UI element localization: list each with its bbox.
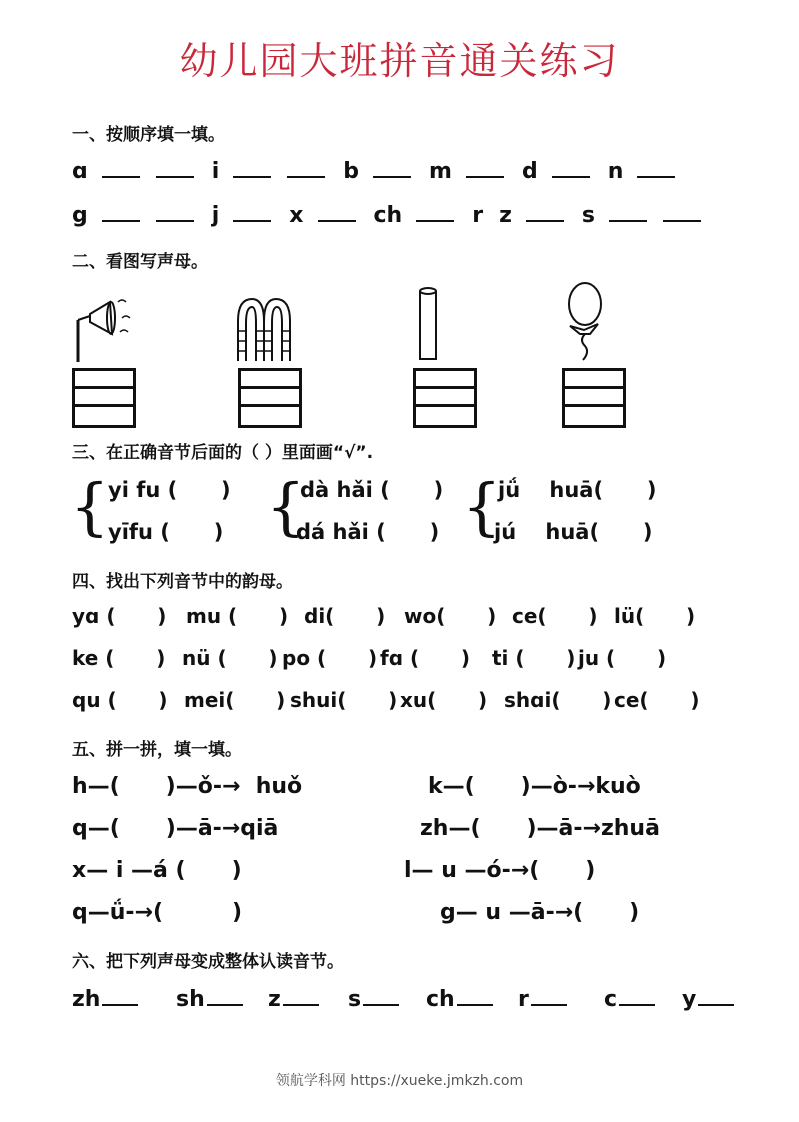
fill-blank[interactable] bbox=[619, 986, 655, 1006]
spell-item[interactable]: h—( )—ǒ-→ huǒ bbox=[72, 774, 303, 799]
fill-blank[interactable] bbox=[233, 202, 271, 222]
spell-item[interactable]: q—( )—ā-→qiā bbox=[72, 816, 279, 841]
initial-item: zh bbox=[72, 986, 138, 1012]
syllable-item[interactable]: fɑ ( ) bbox=[380, 646, 471, 670]
footer-watermark: 领航学科网 https://xueke.jmkzh.com bbox=[275, 1073, 524, 1089]
syllable-item[interactable]: ce( ) bbox=[614, 688, 700, 712]
spell-item[interactable]: zh—( )—ā-→zhuā bbox=[420, 816, 660, 841]
letter: s bbox=[581, 203, 595, 228]
section-2-heading: 二、看图写声母。 bbox=[72, 252, 208, 272]
spell-item[interactable]: k—( )—ò-→kuò bbox=[428, 774, 641, 799]
section-3-heading: 三、在正确音节后面的（ ）里面画“√”. bbox=[72, 443, 374, 463]
initial-item: z bbox=[268, 986, 319, 1012]
fill-blank[interactable] bbox=[283, 986, 319, 1006]
answer-box[interactable] bbox=[562, 368, 626, 428]
fill-blank[interactable] bbox=[457, 986, 493, 1006]
syllable-item[interactable]: nü ( ) bbox=[182, 646, 278, 670]
letter: i bbox=[211, 159, 220, 184]
page-title: 幼儿园大班拼音通关练习 bbox=[179, 39, 620, 83]
fill-blank[interactable] bbox=[102, 202, 140, 222]
syllable-item[interactable]: shɑi( ) bbox=[504, 688, 612, 712]
fill-blank[interactable] bbox=[373, 158, 411, 178]
initial-item: ch bbox=[426, 986, 493, 1012]
fill-blank[interactable] bbox=[102, 158, 140, 178]
syllable-item[interactable]: qu ( ) bbox=[72, 688, 168, 712]
initial-item: s bbox=[348, 986, 399, 1012]
syllable-item[interactable]: wo( ) bbox=[404, 604, 497, 628]
fill-blank[interactable] bbox=[466, 158, 504, 178]
answer-box[interactable] bbox=[413, 368, 477, 428]
letter: ɑ bbox=[72, 159, 88, 184]
letter: x bbox=[289, 203, 304, 228]
syllable-item[interactable]: ti ( ) bbox=[492, 646, 576, 670]
letter: m bbox=[429, 159, 452, 184]
syllable-item[interactable]: ce( ) bbox=[512, 604, 598, 628]
fill-blank[interactable] bbox=[156, 202, 194, 222]
spell-item[interactable]: g— u —ā-→( ) bbox=[440, 900, 640, 925]
letter: j bbox=[211, 203, 220, 228]
syllable-item[interactable]: ke ( ) bbox=[72, 646, 166, 670]
syllable-item[interactable]: mu ( ) bbox=[186, 604, 289, 628]
section-6-heading: 六、把下列声母变成整体认读音节。 bbox=[72, 952, 344, 972]
fill-blank[interactable] bbox=[637, 158, 675, 178]
answer-box[interactable] bbox=[72, 368, 136, 428]
fill-blank[interactable] bbox=[233, 158, 271, 178]
letter: b bbox=[343, 159, 360, 184]
syllable-item[interactable]: ju ( ) bbox=[578, 646, 667, 670]
brace: { bbox=[266, 470, 306, 543]
initial-item: r bbox=[518, 986, 567, 1012]
fill-blank[interactable] bbox=[552, 158, 590, 178]
letter: ch bbox=[373, 203, 403, 228]
letter: n bbox=[607, 159, 624, 184]
balloon-icon bbox=[560, 280, 610, 364]
fill-blank[interactable] bbox=[698, 986, 734, 1006]
s1-row1 bbox=[72, 158, 693, 184]
fill-blank[interactable] bbox=[102, 986, 138, 1006]
fill-blank[interactable] bbox=[287, 158, 325, 178]
syllable-item[interactable]: po ( ) bbox=[282, 646, 378, 670]
initial-item: c bbox=[604, 986, 655, 1012]
initial-item: y bbox=[682, 986, 734, 1012]
fill-blank[interactable] bbox=[526, 202, 564, 222]
fill-blank[interactable] bbox=[531, 986, 567, 1006]
fill-blank[interactable] bbox=[609, 202, 647, 222]
letter: d bbox=[521, 159, 538, 184]
loudspeaker-icon bbox=[68, 290, 138, 365]
syllable-option[interactable]: yi fu ( ) bbox=[108, 478, 231, 502]
brace: { bbox=[462, 470, 502, 543]
syllable-option[interactable]: jǘ huā( ) bbox=[498, 478, 657, 502]
syllable-item[interactable]: lü( ) bbox=[614, 604, 696, 628]
pole-icon bbox=[414, 285, 444, 363]
arch-icon bbox=[232, 295, 296, 363]
answer-box[interactable] bbox=[238, 368, 302, 428]
letter: g bbox=[72, 203, 88, 228]
syllable-item[interactable]: xu( ) bbox=[400, 688, 488, 712]
syllable-item[interactable]: mei( ) bbox=[184, 688, 286, 712]
fill-blank[interactable] bbox=[663, 202, 701, 222]
fill-blank[interactable] bbox=[207, 986, 243, 1006]
spell-item[interactable]: q—ǘ-→( ) bbox=[72, 900, 243, 925]
fill-blank[interactable] bbox=[363, 986, 399, 1006]
section-5-heading: 五、拼一拼，填一填。 bbox=[72, 740, 242, 760]
spell-item[interactable]: l— u —ó-→( ) bbox=[404, 858, 596, 883]
fill-blank[interactable] bbox=[156, 158, 194, 178]
syllable-option[interactable]: yīfu ( ) bbox=[108, 520, 224, 544]
fill-blank[interactable] bbox=[318, 202, 356, 222]
syllable-option[interactable]: jú huā( ) bbox=[494, 520, 653, 544]
section-4-heading: 四、找出下列音节中的韵母。 bbox=[72, 572, 293, 592]
section-1-heading: 一、按顺序填一填。 bbox=[72, 125, 225, 145]
syllable-option[interactable]: dá hǎi ( ) bbox=[296, 520, 440, 544]
s1-row2 bbox=[72, 202, 719, 228]
initial-item: sh bbox=[176, 986, 243, 1012]
fill-blank[interactable] bbox=[416, 202, 454, 222]
syllable-option[interactable]: dà hǎi ( ) bbox=[300, 478, 444, 502]
brace: { bbox=[70, 470, 110, 543]
letter: z bbox=[499, 203, 512, 228]
syllable-item[interactable]: shui( ) bbox=[290, 688, 398, 712]
letter: r bbox=[472, 203, 484, 228]
syllable-item[interactable]: di( ) bbox=[304, 604, 386, 628]
syllable-item[interactable]: yɑ ( ) bbox=[72, 604, 167, 628]
spell-item[interactable]: x— i —á ( ) bbox=[72, 858, 242, 883]
